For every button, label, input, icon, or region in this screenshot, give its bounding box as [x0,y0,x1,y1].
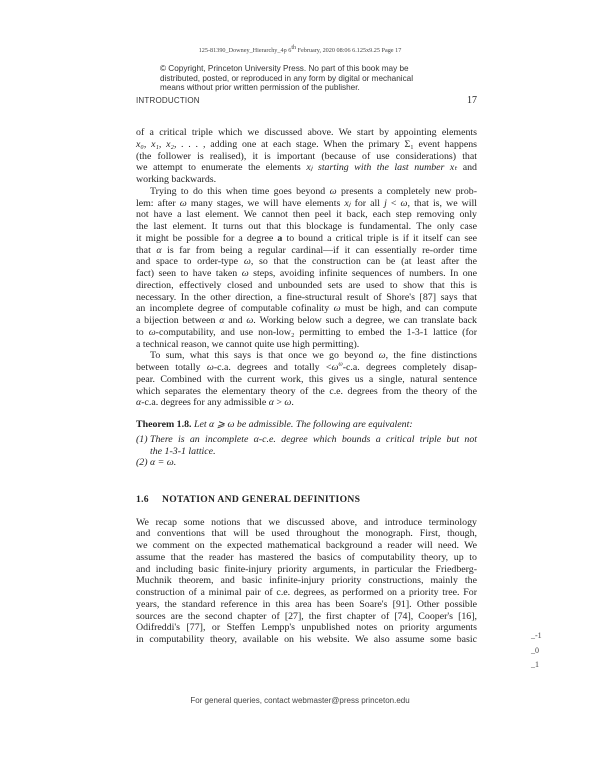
text-line: direction, effectively closed and unbounded sets are used to show that this is [136,279,477,291]
theorem-items [136,434,477,469]
item-number: (1) [136,433,148,445]
paragraph-3 [136,350,477,409]
footer-contact: For general queries, contact webmaster@press princeton.edu [190,696,410,705]
text-line: construction of a minimal pair of c.e. degrees, as performed on a priority tree. For [136,587,477,598]
copyright-line: © Copyright, Princeton University Press. No part of this book may be [160,64,409,73]
theorem-heading [136,419,477,431]
item-line: the 1-3-1 lattice. [150,445,216,457]
copyright-notice [160,64,413,93]
text-line: α-c.a. degrees for any admissible α > ω. [136,397,294,409]
text-line: between totally ω-c.a. degrees and totally $<\omega^\omega-c.a$. degrees completely disap- [136,361,477,373]
text-line: we attempt to enumerate the elements xⱼ starting with the last number xₜ and [136,162,477,174]
theorem-statement: Let α ⩾ ω be admissible. The following are equivalent: [193,419,413,430]
text-line: an incomplete degree of computable cofinality ω must be high, and can compute [136,303,477,315]
text-line: it might be possible for a degree a to bound a critical triple is if it itself can see [136,232,477,244]
text-line: and conventions that will be used throughout the monograph. First, though, [136,528,477,540]
margin-mark: _0 [531,645,539,655]
text-line: years, the standard reference in this area has been Soare's [91]. Other possible [136,598,477,610]
text-line: of a critical triple which we discussed above. We start by appointing elements [136,127,477,138]
text-line: pear. Combined with the current work, this gives us a single, natural sentence [136,373,477,385]
text-line: Odifreddi's [77], or Steffen Lempp's unpublished notes on priority arguments [136,622,477,634]
text-line: necessary. In the other direction, a fine-structural result of Shore's [87] says that [136,291,477,303]
running-head: INTRODUCTION [136,96,200,105]
margin-marks [531,629,542,673]
theorem-label: Theorem 1.8. [136,419,192,430]
text-line: and including basic finite-injury priority arguments, in particular the Friedberg- [136,563,477,575]
margin-mark: _1 [531,660,539,669]
text-line: fact) seen to have taken ω steps, avoiding infinite sequences of numbers. In one [136,268,478,279]
copyright-line: distributed, posted, or reproduced in any form by digital or mechanical [160,73,414,83]
text-line: the last element. It turns out that this blockage is fundamental. The only case [136,221,477,232]
text-line: that α is far from being a regular cardinal—if it can essentially re-order time [136,244,477,256]
paragraph-1 [136,127,477,186]
text-line: a technical reason, we cannot quite use high permitting). [136,338,360,350]
text-line: To sum, what this says is that once we go beyond ω, the fine distinctions [150,350,477,362]
theorem-item-1 [136,434,477,458]
text-line: Muchnik theorem, and basic infinite-injury priority constructions, mainly the [136,575,477,587]
text-line: which separates the elementary theory of the c.e. degrees from the theory of the [136,385,477,397]
margin-mark: _-1 [531,631,542,640]
item-line: There is an incomplete α-c.e. degree which bounds a critical triple but not [150,433,477,445]
text-line: (the follower is realised), it is important (because of use considerations) that [136,150,477,162]
text-line: working backwards. [136,174,217,185]
text-line: a bijection between α and ω. Working below such a degree, we can translate back [136,315,477,326]
section-heading [136,494,477,506]
paragraph-2 [136,186,477,351]
paragraph-4 [136,517,477,646]
theorem-item-2 [136,457,477,469]
text-line: and space to order-type ω, so that the construction can be (at least after the [136,256,478,268]
text-line: in computability theory, available on his website. We also assume some basic [136,634,477,645]
item-number: (2) [136,457,148,469]
text-line: lem: after ω many stages, we will have elements xⱼ for all j < ω, that is, we will [136,197,478,209]
text-line: We recap some notions that we discussed above, and introduce terminology [136,516,477,528]
print-slug-header: 125-81390_Downey_Hierarchy_4p 6th February, 2020 08:06 6.125x9.25 Page 17 [198,44,402,54]
section-number: 1.6 [136,494,149,505]
copyright-line: means without prior written permission of the publisher. [160,83,360,93]
text-line: sources are the second chapter of [27], the first chapter of [74], Cooper's [16], [136,610,477,622]
page-number: 17 [467,95,477,106]
body-text [136,127,477,646]
text-line: not have a last element. We cannot then peel it back, each step removing only [136,209,477,221]
text-line: we comment on the expected mathematical background a reader will need. We [136,540,477,551]
text-line: Trying to do this when time goes beyond ω presents a completely new prob- [150,185,477,197]
item-line: α = ω. [150,457,177,469]
section-title: NOTATION AND GENERAL DEFINITIONS [162,494,361,505]
text-line: assume that the reader has mastered the basics of computability theory, up to [136,551,477,563]
text-line: x₀, x₁, x₂, . . . , adding one at each stage. When the primary Σ₁ event happens [136,138,477,150]
text-line: to ω-computability, and use non-low₂ permitting to embed the 1-3-1 lattice (for [136,326,477,338]
